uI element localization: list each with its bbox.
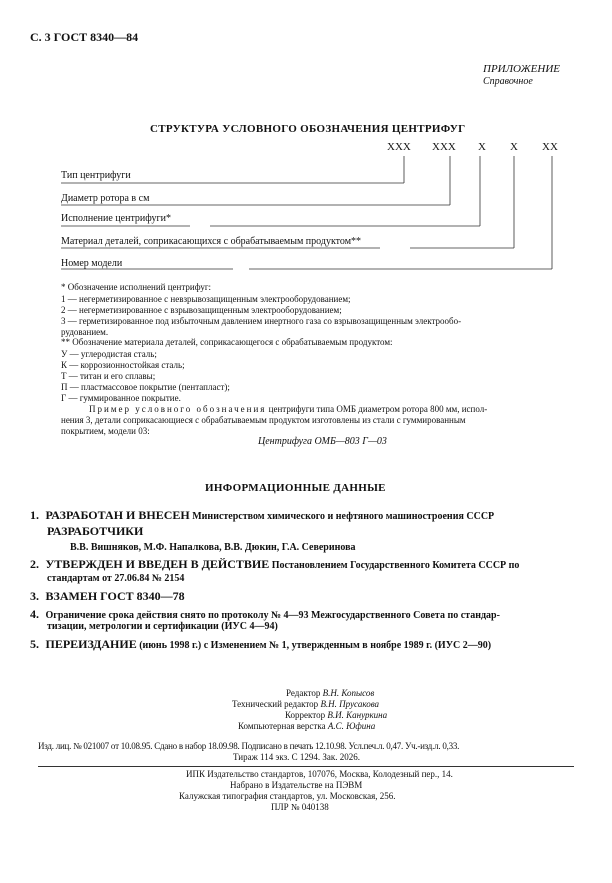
credit-role: Технический редактор [232,699,319,709]
info-item-5 [30,637,491,652]
developers-names: В.В. Вишняков, М.Ф. Напалкова, В.В. Дюкин, Г.А. Северинова [70,542,356,553]
exec-item: 1 — негерметизированное с невзрывозащищенным электрооборудованием; [61,294,351,304]
page-header: С. 3 ГОСТ 8340—84 [30,30,139,44]
example-line-1-rest: центрифуги типа ОМБ диаметром ротора 800 мм, испол- [268,404,488,414]
credit-name: В.Н. Копысов [322,688,375,698]
info-item-3 [30,589,185,604]
appendix-subtitle: Справочное [483,76,533,87]
publishing-line-1: Изд. лиц. № 021007 от 10.08.95. Сдано в набор 18.09.98. Подписано в печать 12.10.98. Усл.печ.л. 0,47. Уч.-изд.л. 0,33. [38,741,460,751]
info-item-lead: УТВЕРЖДЕН И ВВЕДЕН В ДЕЙСТВИЕ [45,557,270,571]
info-item-lead: ПЕРЕИЗДАНИЕ [45,637,137,651]
info-item-text: Министерством химического и нефтяного машиностроения СССР [192,511,495,522]
code-type: XXX [387,141,411,153]
developers-label: РАЗРАБОТЧИКИ [47,524,144,538]
info-item-lead: РАЗРАБОТАН И ВНЕСЕН [45,508,190,522]
row-execution: Исполнение центрифуги* [61,213,171,224]
material-item: К — коррозионностойкая сталь; [61,360,185,370]
structure-title: СТРУКТУРА УСЛОВНОГО ОБОЗНАЧЕНИЯ ЦЕНТРИФУГ [150,123,466,135]
example-designation: Центрифуга ОМБ—803 Г—03 [258,436,387,447]
appendix-title: ПРИЛОЖЕНИЕ [483,63,560,75]
code-diameter: XXX [432,141,456,153]
footer-line: Калужская типография стандартов, ул. Московская, 256. [179,791,396,801]
row-material: Материал деталей, соприкасающихся с обрабатываемым продуктом** [61,236,362,247]
code-model: XX [542,141,558,153]
info-item-2-cont: стандартам от 27.06.84 № 2154 [47,573,185,584]
info-item-text: (июнь 1998 г.) с Изменением № 1, утвержденным в ноябре 1989 г. (ИУС 2—90) [139,640,492,651]
footer-line: Набрано в Издательстве на ПЭВМ [230,780,363,790]
row-model: Номер модели [61,258,123,269]
info-item-number: 4. [30,607,39,621]
footer-divider [38,766,574,767]
info-item-1 [30,508,494,523]
material-item: Г — гуммированное покрытие. [61,393,181,403]
credit-name: А.С. Юфина [327,721,376,731]
code-material: X [510,141,518,153]
example-line-2: нения 3, детали соприкасающиеся с обрабатываемым продуктом изготовлены из стали с гуммированным [61,415,466,425]
example-line-1 [89,404,487,414]
example-label: Пример условного обозначения [89,404,267,414]
example-line-3: покрытием, модели 03: [61,426,150,436]
info-item-4 [30,607,500,622]
info-item-text: Постановлением Государственного Комитета СССР по [271,560,520,571]
footer-line: ПЛР № 040138 [271,802,329,812]
info-item-4-cont: тизации, метрологии и сертификации (ИУС 4—94) [47,621,278,632]
credit-line [232,699,379,709]
credit-line [238,721,375,731]
credit-role: Редактор [286,688,321,698]
row-diameter: Диаметр ротора в см [61,193,150,204]
exec-item: 3 — герметизированное под избыточным давлением инертного газа со взрывозащищенным электрообо- [61,316,462,326]
publishing-line-2: Тираж 114 экз. С 1294. Зак. 2026. [233,752,361,762]
credit-role: Корректор [285,710,326,720]
info-title: ИНФОРМАЦИОННЫЕ ДАННЫЕ [205,482,386,494]
code-execution: X [478,141,486,153]
credit-name: В.И. Кануркина [327,710,388,720]
material-item: У — углеродистая сталь; [61,349,157,359]
info-item-text: Ограничение срока действия снято по протоколу № 4—93 Межгосударственного Совета по стандар- [45,610,500,621]
row-type: Тип центрифуги [61,170,131,181]
credit-name: В.Н. Прусакова [320,699,380,709]
info-item-2 [30,557,519,572]
info-item-number: 1. [30,508,39,522]
exec-note-title: * Обозначение исполнений центрифуг: [61,282,212,292]
credit-line [285,710,387,720]
exec-item: 2 — негерметизированное с взрывозащищенным электрооборудованием; [61,305,342,315]
credit-line [286,688,374,698]
info-item-number: 5. [30,637,39,651]
info-item-number: 3. [30,589,39,603]
material-note-title: ** Обозначение материала деталей, соприкасающегося с обрабатываемым продуктом: [61,337,393,347]
material-item: П — пластмассовое покрытие (пентапласт); [61,382,230,392]
structure-diagram [0,0,612,300]
info-item-text: ВЗАМЕН ГОСТ 8340—78 [45,589,185,603]
footer-line: ИПК Издательство стандартов, 107076, Москва, Колодезный пер., 14. [186,769,453,779]
exec-item: рудованием. [61,327,109,337]
material-item: Т — титан и его сплавы; [61,371,156,381]
credit-role: Компьютерная верстка [238,721,326,731]
info-item-number: 2. [30,557,39,571]
